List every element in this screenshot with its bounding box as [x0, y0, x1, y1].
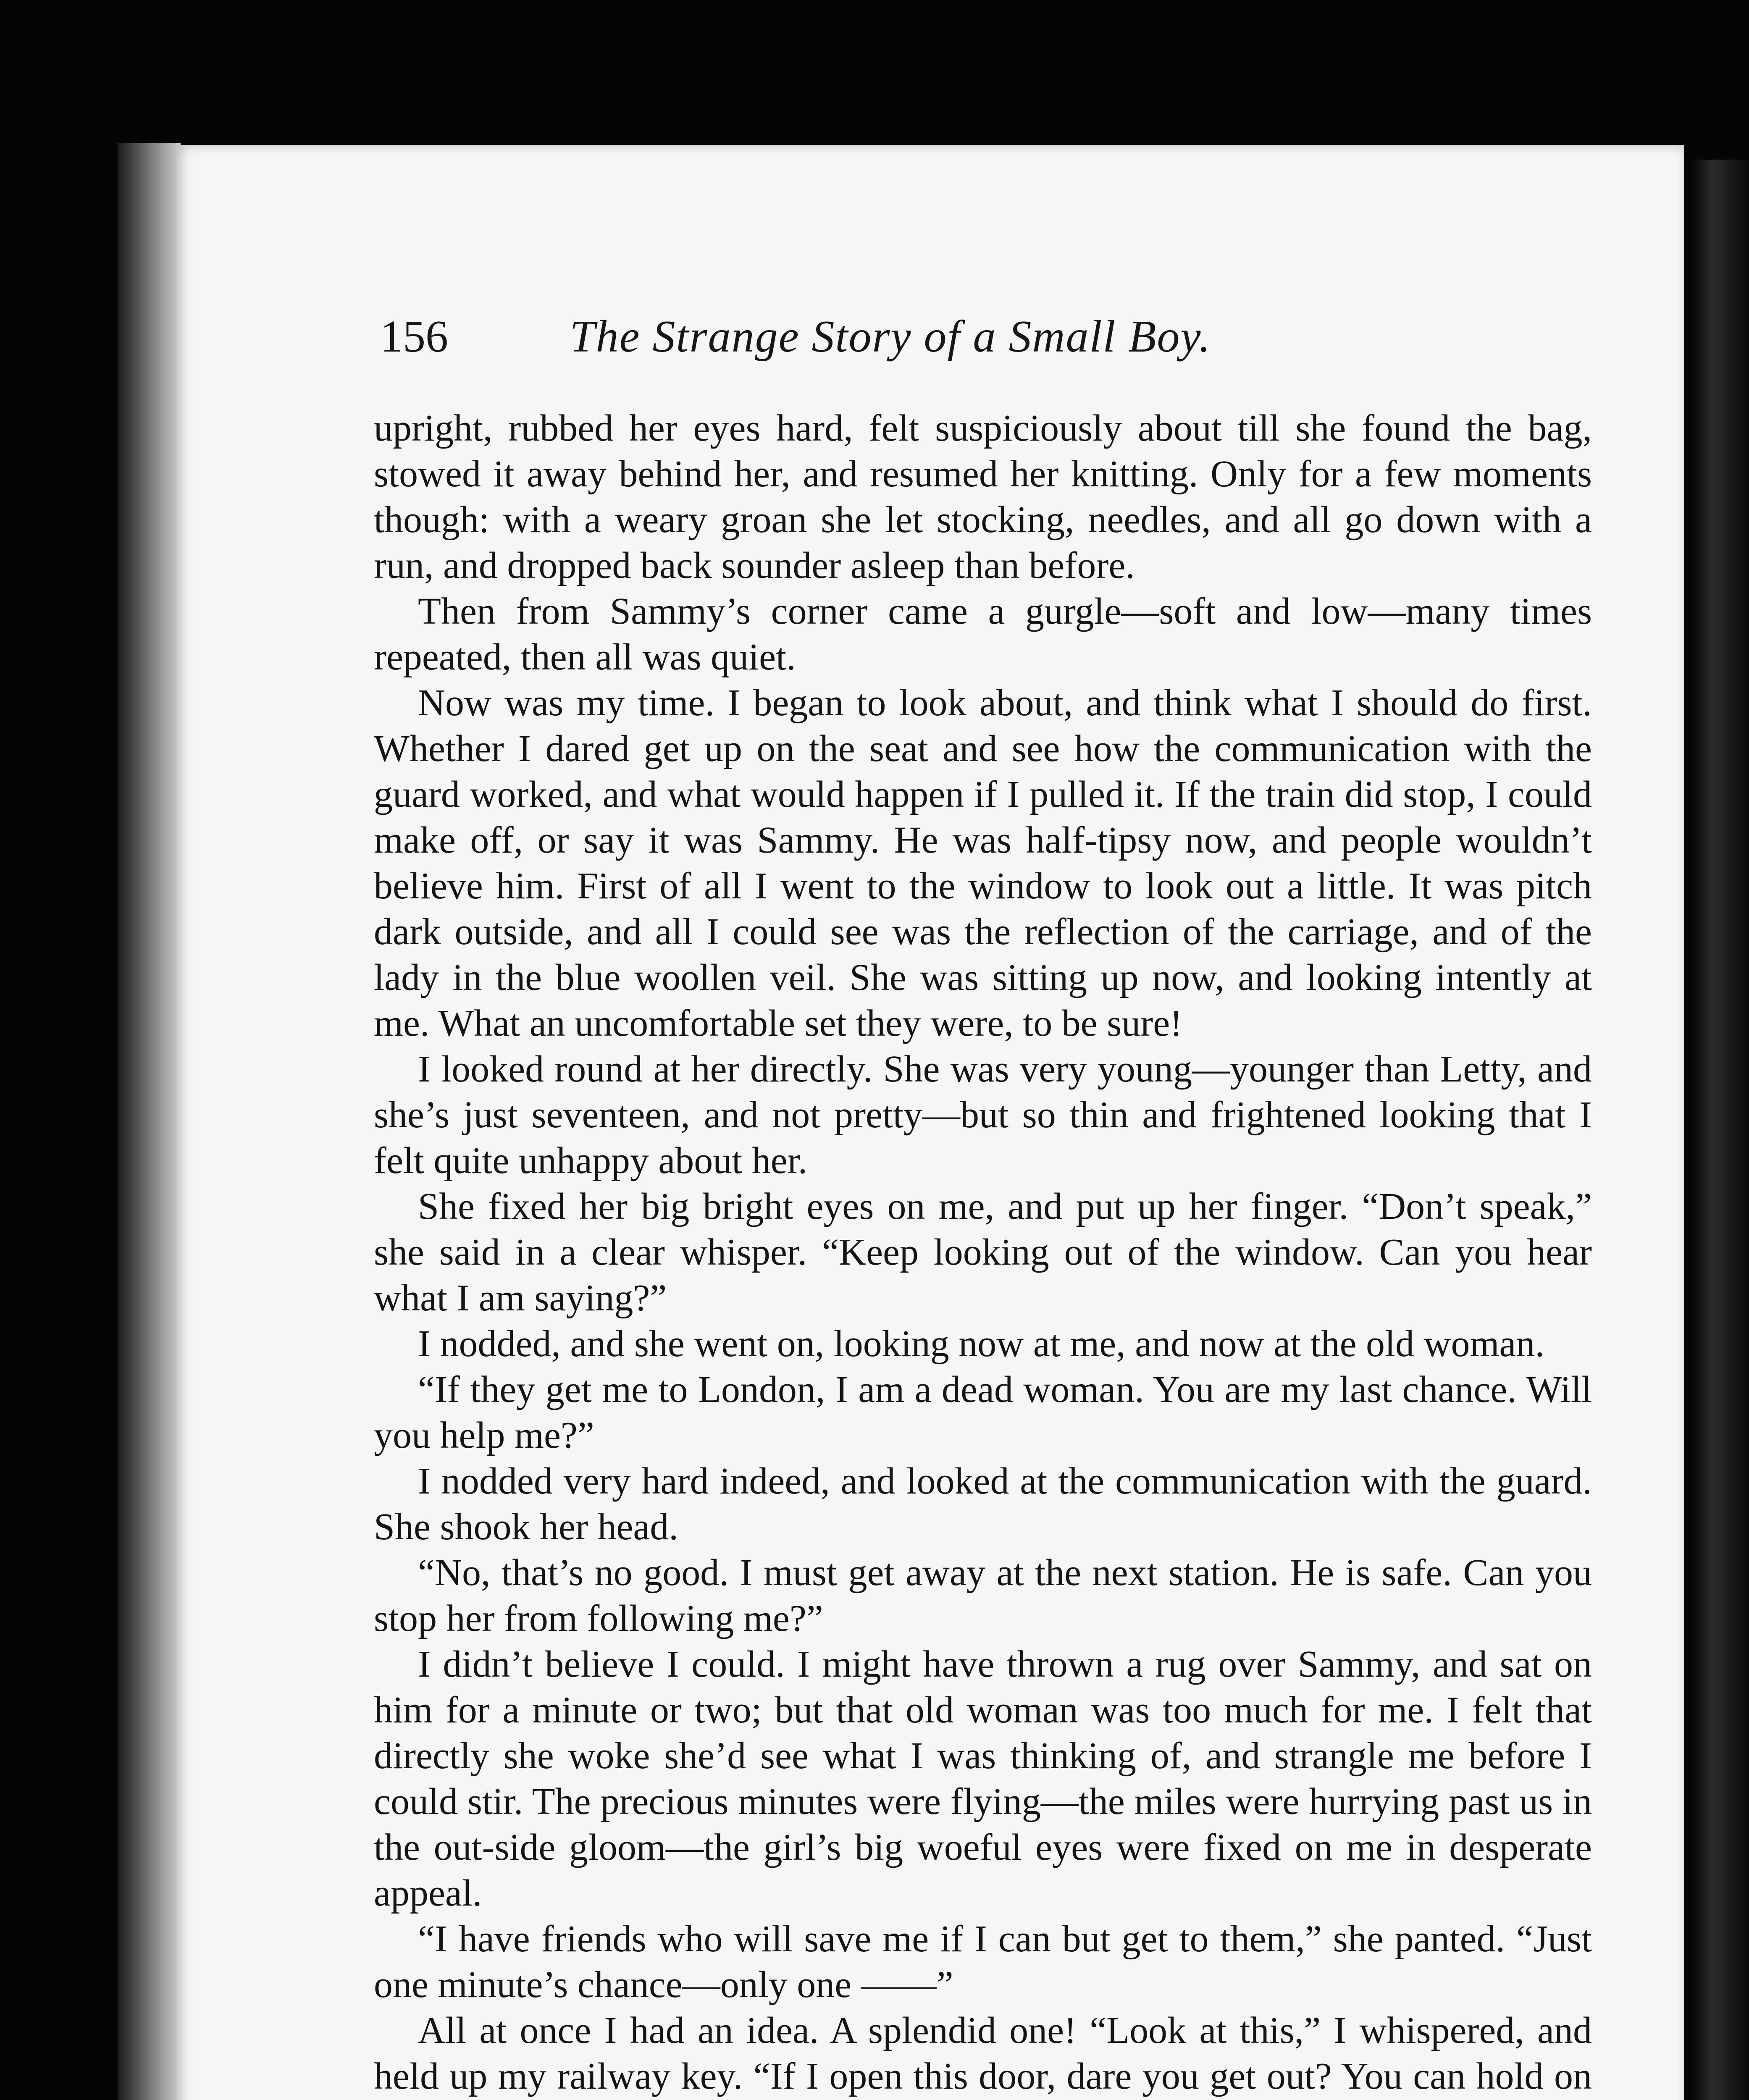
page-number: 156 [380, 312, 448, 362]
book-spine-shadow [118, 143, 181, 2100]
paragraph: All at once I had an idea. A splendid one! “Look at this,” I whispered, and held up my railway key. “If I open this door, dare you get out? You can hold on [374, 2010, 1592, 2097]
paragraph: “If they get me to London, I am a dead woman. You are my last chance. Will you help me?” [374, 1369, 1592, 1456]
paragraph: Then from Sammy’s corner came a gurgle—soft and low—many times repeated, then all was quiet. [374, 591, 1592, 678]
paragraph: “No, that’s no good. I must get away at the next station. He is safe. Can you stop her from following me?” [374, 1552, 1592, 1639]
running-title: The Strange Story of a Small Boy. [570, 312, 1211, 362]
page-header [204, 311, 1577, 374]
paragraph: She fixed her big bright eyes on me, and put up her finger. “Don’t speak,” she said in a clear whisper. “Keep looking out of the window. Can you hear what I am saying?” [374, 1186, 1592, 1319]
paragraph: upright, rubbed her eyes hard, felt suspiciously about till she found the bag, stowed it away behind her, and resumed her knitting. Only for a few moments though: with a weary groan she let stocking, needles, and all go down with a run, and dropped back sounder asleep than before. [374, 407, 1592, 586]
paragraph: I nodded, and she went on, looking now at me, and now at the old woman. [418, 1323, 1544, 1365]
paragraph: I looked round at her directly. She was very young—younger than Letty, and she’s just seventeen, and not pretty—but so thin and frightened looking that I felt quite unhappy about her. [374, 1048, 1592, 1181]
body-text [374, 405, 1592, 2100]
paragraph: I nodded very hard indeed, and looked at the communication with the guard. She shook her head. [374, 1460, 1592, 1548]
paragraph: I didn’t believe I could. I might have thrown a rug over Sammy, and sat on him for a minute or two; but that old woman was too much for me. I felt that directly she woke she’d see what I was thinking of, and strangle me before I could stir. The precious minutes were flying—the miles were hurrying past us in the out-side gloom—the girl’s big woeful eyes were fixed on me in desperate appeal. [374, 1643, 1592, 1914]
paragraph: “I have friends who will save me if I can but get to them,” she panted. “Just one minute’s chance—only one ——” [374, 1918, 1592, 2006]
paragraph: Now was my time. I began to look about, and think what I should do first. Whether I dared get up on the seat and see how the communication with the guard worked, and what would happen if I pulled it. If the train did stop, I could make off, or say it was Sammy. He was half-tipsy now, and people wouldn’t believe him. First of all I went to the window to look out a little. It was pitch dark outside, and all I could see was the reflection of the carriage, and of the lady in the blue woollen veil. She was sitting up now, and looking intently at me. What an uncomfortable set they were, to be sure! [374, 682, 1592, 1044]
next-page-edge [1689, 160, 1749, 2100]
